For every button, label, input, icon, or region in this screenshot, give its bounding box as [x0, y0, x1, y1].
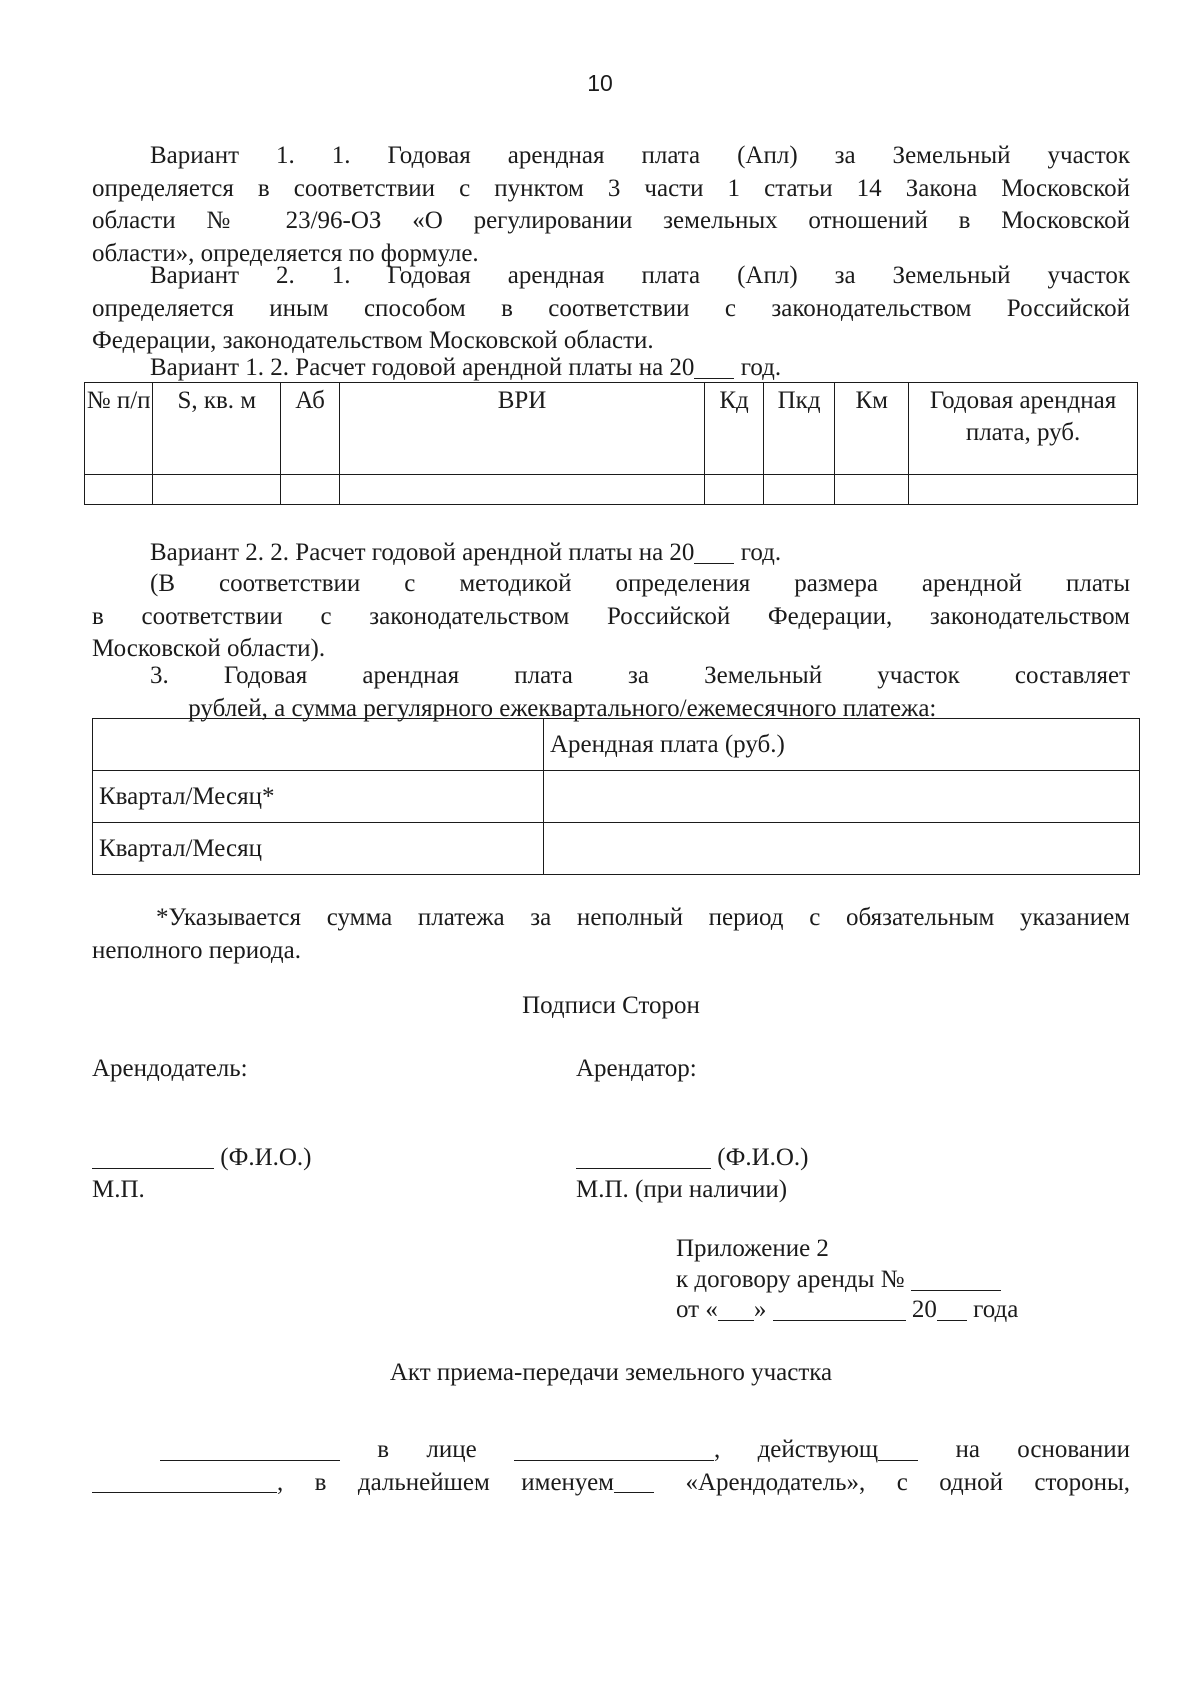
contract-number-blank [911, 1265, 1001, 1291]
variant-2-1-line-1: Вариант 2. 1. Годовая арендная плата (Апл) за Земельный участок [150, 262, 1130, 289]
landlord-name-blank [160, 1435, 340, 1461]
header-km: Км [835, 383, 909, 475]
cell-ab [281, 475, 340, 505]
variant-1-1-line-3: области № 23/96-ОЗ «О регулировании земельных отношений в Московской [92, 207, 1130, 234]
basis-document-blank [92, 1467, 277, 1493]
landlord-fio: (Ф.И.О.) [220, 1144, 312, 1171]
appendix-quote: » [753, 1296, 767, 1323]
payment-row-2 [93, 823, 1140, 875]
landlord-seal: М.П. [92, 1176, 145, 1203]
landlord-signature-blank [92, 1143, 214, 1169]
variant-1-1-line-4: области», определяется по формуле. [92, 239, 479, 267]
variant-2-2-heading [92, 537, 1188, 570]
header-vri: ВРИ [339, 383, 704, 475]
variant-1-2-heading [92, 352, 1188, 385]
signatures-title: Подписи Сторон [522, 992, 700, 1019]
named-ending-blank [614, 1467, 654, 1493]
variant-1-2-prefix: Вариант 1. 2. Расчет годовой арендной платы на 20 [150, 354, 695, 381]
variant-2-1-line-3: Федерации, законодательством Московской области. [92, 327, 654, 354]
header-num: № п/п [85, 383, 153, 475]
variant-1-1-line-2: определяется в соответствии с пунктом 3 части 1 статьи 14 Закона Московской [92, 174, 1130, 202]
representative-blank [514, 1435, 714, 1461]
variant-1-1-paragraph [92, 140, 1130, 270]
variant-2-2-prefix: Вариант 2. 2. Расчет годовой арендной платы на 20 [150, 539, 695, 566]
header-kd: Кд [705, 383, 764, 475]
cell-km [835, 475, 909, 505]
tenant-signature-blank [576, 1143, 711, 1169]
variant-1-2-suffix: год. [734, 354, 782, 381]
tenant-label: Арендатор: [576, 1055, 697, 1082]
payment-header-row [93, 719, 1140, 771]
acting-ending-blank [878, 1435, 918, 1461]
footnote-line-1: *Указывается сумма платежа за неполный период с обязательным указанием [156, 904, 1130, 931]
payment-row-1-label: Квартал/Месяц* [93, 771, 544, 823]
payment-row-1 [93, 771, 1140, 823]
act-line-1 [92, 1434, 1130, 1467]
cell-kd [705, 475, 764, 505]
section-3-line-2: рублей, а сумма регулярного ежеквартального/ежемесячного платежа: [182, 694, 937, 722]
act-title: Акт приема-передачи земельного участка [389, 1359, 833, 1386]
landlord-signature-line [92, 1142, 312, 1174]
section-3-paragraph [92, 660, 1130, 725]
cell-pkd [763, 475, 835, 505]
variant-2-2-note-line-1: (В соответствии с методикой определения размера арендной платы [150, 570, 1130, 597]
year-blank-2 [694, 538, 734, 564]
section-3-line-1: 3. Годовая арендная плата за Земельный участок составляет [150, 662, 1130, 689]
act-in-person: в лице [377, 1436, 477, 1463]
footnote-line-2: неполного периода. [92, 936, 301, 964]
appendix-from: от « [676, 1296, 718, 1323]
tenant-signature-line [576, 1142, 809, 1174]
cell-num [85, 475, 153, 505]
page-number: 10 [587, 70, 613, 96]
payment-row-2-label: Квартал/Месяц [93, 823, 544, 875]
act-acting: , действующ [714, 1436, 879, 1463]
footnote [92, 902, 1130, 967]
act-landlord-end: «Арендодатель», с одной стороны, [685, 1468, 1131, 1496]
payment-header-empty [93, 719, 544, 771]
year-blank-3 [937, 1295, 967, 1321]
rent-amount-blank [92, 693, 182, 719]
appendix-year-prefix: 20 [911, 1296, 937, 1323]
payment-row-1-value [544, 771, 1140, 823]
variant-2-1-line-2: определяется иным способом в соответствии с законодательством Российской [92, 294, 1130, 322]
landlord-label: Арендодатель: [92, 1055, 248, 1082]
variant-2-2-note-line-2: в соответствии с законодательством Российской Федерации, законодательством [92, 602, 1130, 630]
act-body [92, 1434, 1130, 1499]
header-ab: Аб [281, 383, 340, 475]
variant-1-1-line-1: Вариант 1. 1. Годовая арендная плата (Апл) за Земельный участок [150, 142, 1130, 169]
appendix-line-2 [676, 1264, 1001, 1296]
payment-header-rent: Арендная плата (руб.) [544, 719, 1140, 771]
variant-2-1-paragraph [92, 260, 1130, 358]
header-annual-rent: Годовая арендная плата, руб. [909, 383, 1138, 475]
act-named: , в дальнейшем именуем [277, 1468, 615, 1496]
appendix-line-1: Приложение 2 [676, 1235, 829, 1262]
rent-calc-header-row [85, 383, 1138, 475]
cell-area [153, 475, 281, 505]
header-pkd: Пкд [763, 383, 835, 475]
payment-row-2-value [544, 823, 1140, 875]
act-line-2 [92, 1467, 1130, 1500]
month-blank [773, 1295, 906, 1321]
day-blank [718, 1295, 754, 1321]
variant-2-2-note [92, 568, 1130, 666]
payment-table [92, 718, 1140, 875]
variant-2-2-suffix: год. [734, 539, 782, 566]
rent-calc-table [84, 382, 1138, 505]
year-blank-1 [694, 353, 734, 379]
act-basis: на основании [955, 1436, 1131, 1463]
variant-2-2-note-line-3: Московской области). [92, 635, 326, 662]
tenant-seal: М.П. (при наличии) [576, 1176, 788, 1203]
cell-vri [339, 475, 704, 505]
header-area: S, кв. м [153, 383, 281, 475]
tenant-fio: (Ф.И.О.) [717, 1144, 809, 1171]
appendix-contract-text: к договору аренды № [676, 1266, 905, 1293]
appendix-line-3 [676, 1294, 1018, 1326]
cell-annual-rent [909, 475, 1138, 505]
appendix-year-word: года [973, 1296, 1019, 1323]
rent-calc-data-row [85, 475, 1138, 505]
